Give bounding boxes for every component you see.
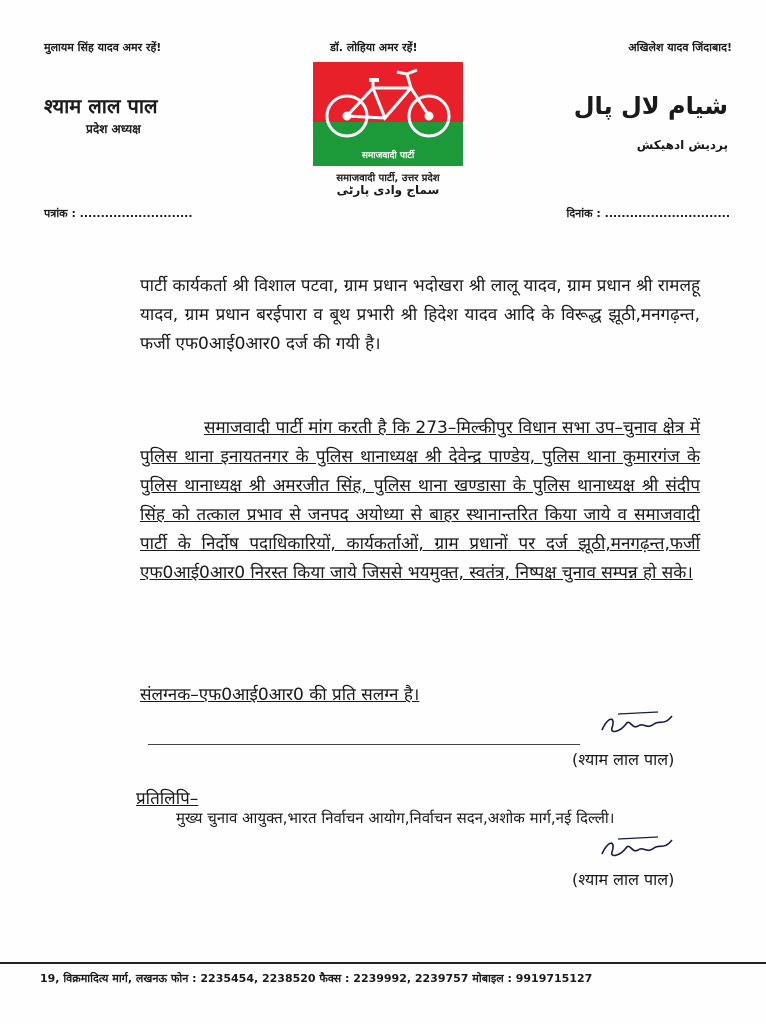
- paragraph-2: [140, 414, 700, 588]
- party-logo: [313, 62, 463, 166]
- letter-number: पत्रांक : ...........................: [44, 207, 193, 220]
- slogan-right: अखिलेश यादव जिंदाबाद!: [628, 41, 732, 54]
- signature-name: (श्याम लाल पाल): [572, 750, 675, 769]
- signature-1: [598, 708, 678, 740]
- copy-label: प्रतिलिपि–: [136, 789, 199, 809]
- sender-name-hindi: श्याम लाल पाल: [44, 94, 158, 118]
- signature-2: [598, 834, 678, 864]
- signature-name-2: (श्याम लाल पाल): [572, 870, 675, 889]
- footer-divider: [0, 962, 766, 964]
- footer-address: 19, विक्रमादित्य मार्ग, लखनऊ फोन : 2235454, 2238520 फैक्स : 2239992, 2239757 मोबाइल : 9919715127: [40, 972, 593, 985]
- enclosure-note: संलग्नक–एफ0आई0आर0 की प्रति सलग्न है।: [140, 685, 420, 705]
- logo-caption: समाजवादी पार्टी, उत्तर प्रदेश: [336, 173, 440, 184]
- sender-title-urdu: پردیش ادھیکش: [636, 138, 728, 152]
- letter-date: दिनांक : ..............................: [566, 207, 730, 220]
- logo-label: समाजवादी पार्टी: [361, 151, 415, 161]
- signature-line: [148, 744, 580, 745]
- paragraph-1: पार्टी कार्यकर्ता श्री विशाल पटवा, ग्राम प्रधान भदोखरा श्री लालू यादव, ग्राम प्रधान श्री रामलहू यादव, ग्राम प्रधान बरईपारा व बूथ प्रभारी श्री हिदेश यादव आदि के विरूद्ध झूठी,मनगढ़न्त, फर्जी एफ0आई0आर0 दर्ज की गयी है।: [140, 276, 700, 354]
- sender-title-hindi: प्रदेश अध्यक्ष: [86, 122, 141, 136]
- logo-caption-urdu: سماج وادی پارٹی: [336, 183, 440, 197]
- sender-name-urdu: شیام لال پال: [573, 92, 728, 120]
- slogan-center: डॉ. लोहिया अमर रहें!: [330, 41, 418, 54]
- paragraph-2-text: समाजवादी पार्टी मांग करती है कि 273–मिल्कीपुर विधान सभा उप–चुनाव क्षेत्र में पुलिस थाना इनायतनगर के पुलिस थानाध्यक्ष श्री देवेन्द्र पाण्डेय, पुलिस थाना कुमारगंज के पुलिस थानाध्यक्ष श्री अमरजीत सिंह, पुलिस थाना खण्डासा के पुलिस थानाध्यक्ष श्री संदीप सिंह को तत्काल प्रभाव से जनपद अयोध्या से बाहर स्थानान्तरित किया जाये व समाजवादी पार्टी के निर्दोष पदाधिकारियों, कार्यकर्ताओं, ग्राम प्रधानों पर दर्ज झूठी,मनगढ़न्त,फर्जी एफ0आई0आर0 निरस्त किया जाये जिससे भयमुक्त, स्वतंत्र, निष्पक्ष चुनाव सम्पन्न हो सके।: [140, 418, 700, 583]
- copy-recipient: मुख्य चुनाव आयुक्त,भारत निर्वाचन आयोग,निर्वाचन सदन,अशोक मार्ग,नई दिल्ली।: [176, 809, 615, 827]
- slogan-left: मुलायम सिंह यादव अमर रहें!: [44, 41, 162, 54]
